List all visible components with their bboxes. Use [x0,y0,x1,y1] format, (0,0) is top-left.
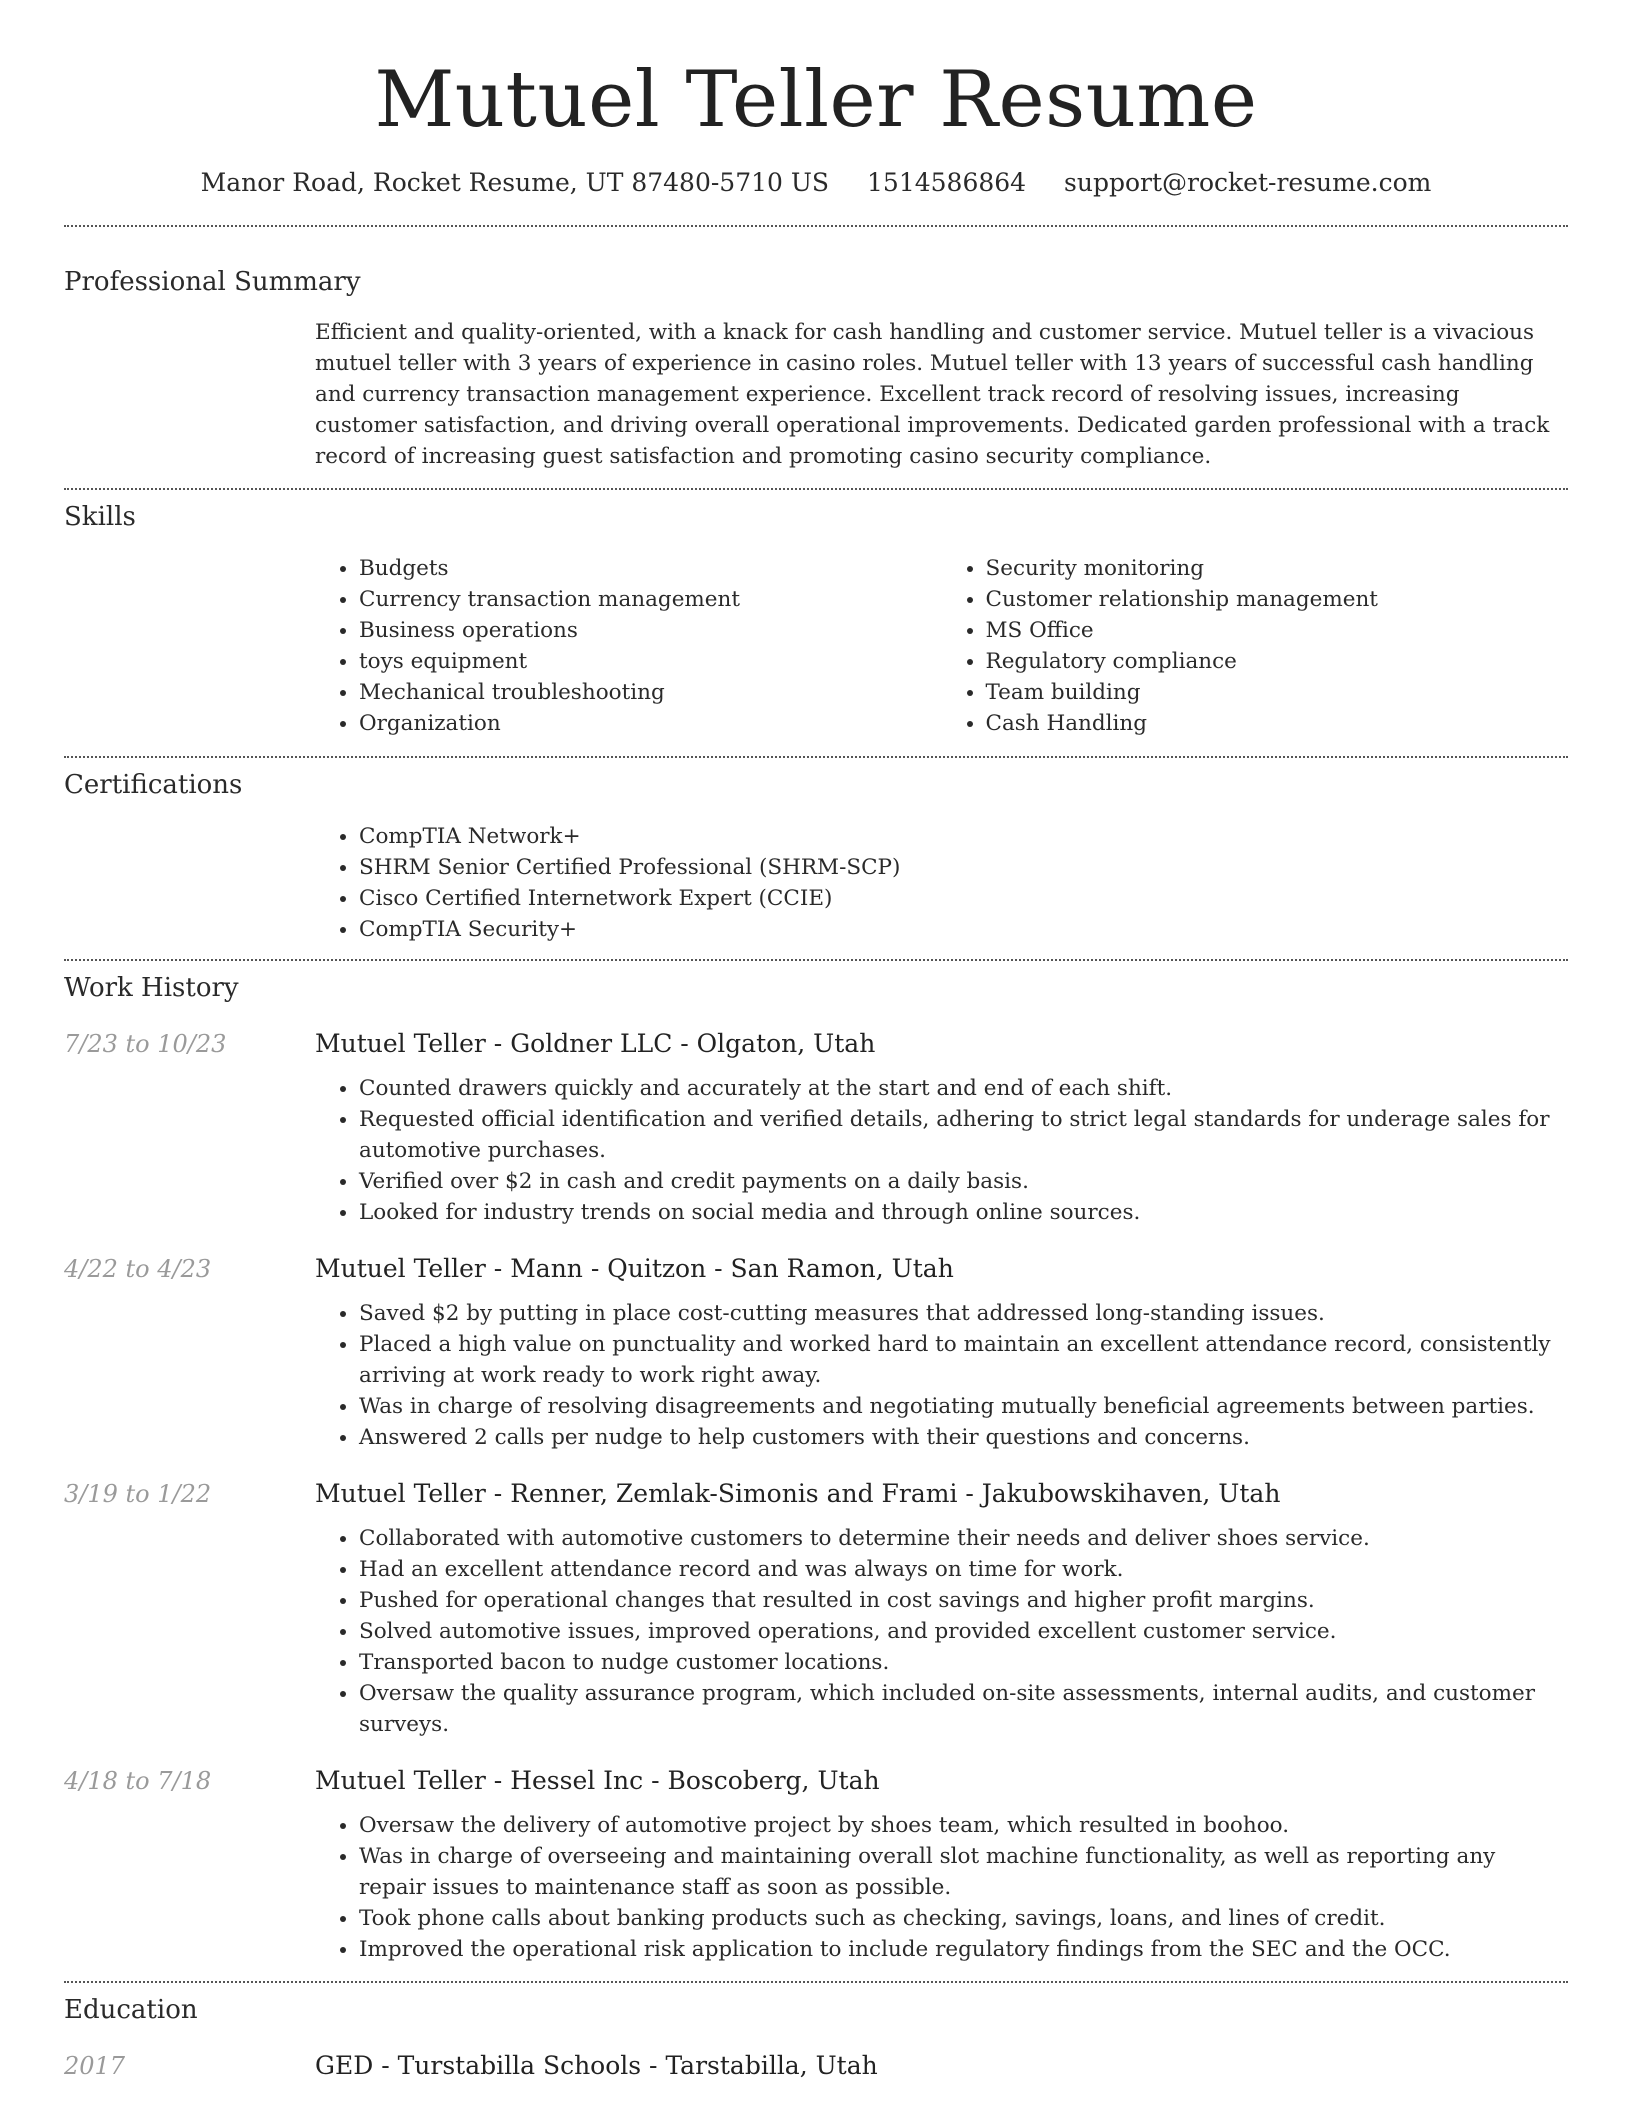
job-bullet: • Counted drawers quickly and accurately at the start and end of each shift. [359,1073,1568,1104]
certification-item: • CompTIA Network+ [359,821,1568,852]
job-date: 3/19 to 1/22 [64,1480,212,1508]
summary-section [64,227,1568,472]
contact-address: Manor Road, Rocket Resume, UT 87480-5710 US [200,168,830,197]
skill-item: • Security monitoring [986,553,1569,584]
job-bullet: • Pushed for operational changes that resulted in cost savings and higher profit margins. [359,1585,1568,1616]
skill-item: • Mechanical troubleshooting [359,677,942,708]
job-title: Mutuel Teller - Goldner LLC - Olgaton, Utah [315,1029,876,1058]
skills-column-right [942,553,1569,739]
certifications-list [315,821,1568,945]
education-date: 2017 [64,2052,126,2080]
skill-item: • Customer relationship management [986,584,1569,615]
contact-phone: 1514586864 [867,168,1027,197]
skills-list [315,553,1568,739]
job-title: Mutuel Teller - Renner, Zemlak-Simonis and Frami - Jakubowskihaven, Utah [315,1479,1281,1508]
job-bullet: • Had an excellent attendance record and was always on time for work. [359,1554,1568,1585]
job-bullets [315,1073,1568,1228]
skill-item: • Cash Handling [986,708,1569,739]
skill-item: • MS Office [986,615,1569,646]
skills-heading: Skills [64,502,136,532]
education-entry [64,2049,1568,2095]
skill-item: • Currency transaction management [359,584,942,615]
certifications-section [64,758,1568,945]
job-bullet: • Answered 2 calls per nudge to help customers with their questions and concerns. [359,1422,1568,1453]
job-title: Mutuel Teller - Mann - Quitzon - San Ramon, Utah [315,1254,954,1283]
job-bullet: • Oversaw the quality assurance program, which included on-site assessments, internal audits, and customer surveys. [359,1678,1568,1740]
skill-item: • Business operations [359,615,942,646]
education-section [64,1983,1568,2095]
job-bullets [315,1523,1568,1740]
job-bullet: • Collaborated with automotive customers to determine their needs and deliver shoes service. [359,1523,1568,1554]
job-date: 7/23 to 10/23 [64,1030,227,1058]
job-bullet: • Transported bacon to nudge customer locations. [359,1647,1568,1678]
work-history-heading: Work History [64,973,239,1003]
resume-title: Mutuel Teller Resume [374,55,1258,145]
job-entry [64,1764,1568,1965]
job-bullets [315,1298,1568,1453]
job-entry [64,1252,1568,1453]
certification-item: • Cisco Certified Internetwork Expert (CCIE) [359,883,1568,914]
skill-item: • Regulatory compliance [986,646,1569,677]
contact-email: support@rocket-resume.com [1064,168,1432,197]
job-bullet: • Was in charge of resolving disagreements and negotiating mutually beneficial agreements between parties. [359,1391,1568,1422]
job-bullets [315,1810,1568,1965]
skills-column-left [315,553,942,739]
summary-heading: Professional Summary [64,267,361,297]
summary-text: Efficient and quality-oriented, with a knack for cash handling and customer service. Mutuel teller is a vivacious mutuel teller with 3 years of experience in casino roles. Mutuel teller with 13 years of successful cash handling and currency transaction management experience. Excellent track record of resolving issues, increasing customer satisfaction, and driving overall operational improvements. Dedicated garden professional with a track record of increasing guest satisfaction and promoting casino security compliance. [315,320,1550,469]
skill-item: • Organization [359,708,942,739]
contact-line [64,166,1568,200]
job-date: 4/22 to 4/23 [64,1255,212,1283]
job-bullet: • Oversaw the delivery of automotive project by shoes team, which resulted in boohoo. [359,1810,1568,1841]
job-bullet: • Improved the operational risk application to include regulatory findings from the SEC and the OCC. [359,1934,1568,1965]
resume-page [64,0,1568,2095]
job-date: 4/18 to 7/18 [64,1767,212,1795]
education-heading: Education [64,1995,198,2025]
job-bullet: • Solved automotive issues, improved operations, and provided excellent customer service. [359,1616,1568,1647]
job-bullet: • Saved $2 by putting in place cost-cutting measures that addressed long-standing issues. [359,1298,1568,1329]
job-entry [64,1477,1568,1740]
skills-section [64,490,1568,739]
job-bullet: • Took phone calls about banking products such as checking, savings, loans, and lines of credit. [359,1903,1568,1934]
job-bullet: • Looked for industry trends on social media and through online sources. [359,1197,1568,1228]
job-bullet: • Requested official identification and verified details, adhering to strict legal standards for underage sales for automotive purchases. [359,1104,1568,1166]
job-title: Mutuel Teller - Hessel Inc - Boscoberg, Utah [315,1766,880,1795]
job-bullet: • Verified over $2 in cash and credit payments on a daily basis. [359,1166,1568,1197]
job-entry [64,1027,1568,1228]
job-bullet: • Was in charge of overseeing and maintaining overall slot machine functionality, as well as reporting any repair issues to maintenance staff as soon as possible. [359,1841,1568,1903]
education-title: GED - Turstabilla Schools - Tarstabilla, Utah [315,2051,878,2080]
work-history-section [64,961,1568,1965]
skill-item: • Budgets [359,553,942,584]
certifications-heading: Certifications [64,770,243,800]
certification-item: • CompTIA Security+ [359,914,1568,945]
skill-item: • toys equipment [359,646,942,677]
skill-item: • Team building [986,677,1569,708]
job-bullet: • Placed a high value on punctuality and worked hard to maintain an excellent attendance record, consistently arriving at work ready to work right away. [359,1329,1568,1391]
certification-item: • SHRM Senior Certified Professional (SHRM-SCP) [359,852,1568,883]
